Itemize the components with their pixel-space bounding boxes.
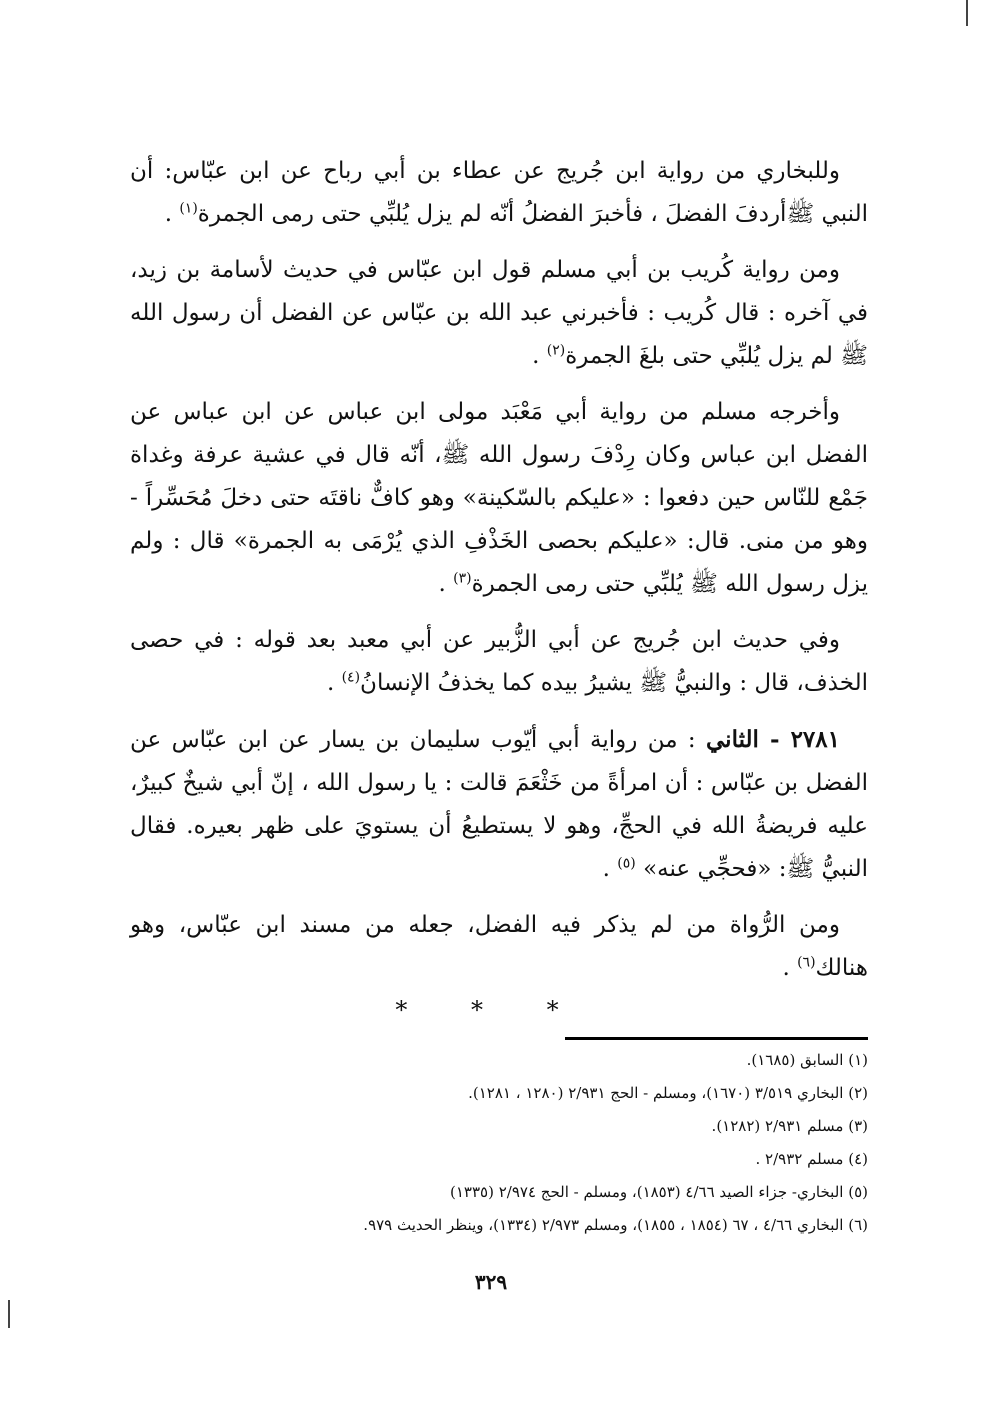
paragraph-end: . xyxy=(164,201,180,227)
scan-artifact-top xyxy=(966,0,968,26)
paragraph-text: وللبخاري من رواية ابن جُريج عن عطاء بن أبي رباح عن ابن عبّاس: أن النبي ﷺأردفَ الفضلَ ، فأخبرَ الفضلُ أنّه لم يزل يُلبِّي حتى رمى الجمرة xyxy=(130,158,868,227)
footnote-ref-6: (٦) xyxy=(797,954,816,971)
footnote-ref-4: (٤) xyxy=(341,669,361,686)
paragraph-end: . xyxy=(532,343,547,369)
paragraph-end: . xyxy=(326,670,342,696)
paragraph-bukhari-ibn-jurayj xyxy=(130,150,868,236)
main-text xyxy=(130,150,868,1003)
footnote-ref-2: (٢) xyxy=(546,342,566,359)
footnote-1: (١) السابق (١٦٨٥). xyxy=(746,1051,868,1069)
footnote-ref-5: (٥) xyxy=(617,855,636,872)
hadith-end: . xyxy=(602,856,618,882)
page-number: ٣٢٩ xyxy=(474,1270,508,1294)
paragraph-text: ومن رواية كُريب بن أبي مسلم قول ابن عبّاس في حديث لأسامة بن زيد، في آخره : قال كُريب : فأخبرني عبد الله بن عبّاس عن الفضل أن رسول الله ﷺ لم يزل يُلبِّي حتى بلغَ الجمرة xyxy=(130,257,868,369)
hadith-text: : من رواية أبي أيّوب سليمان بن يسار عن ابن عبّاس عن الفضل بن عبّاس : أن امرأةً من خَثْعَمَ قالت : يا رسول الله ، إنّ أبي شيخٌ كبيرٌ، عليه فريضةُ الله في الحجِّ، وهو لا يستطيعُ أن يستويَ على ظهر بعيره. فقال النبيُّ ﷺ: «فحجِّي عنه» xyxy=(130,727,868,882)
footnote-ref-1: (١) xyxy=(179,200,198,217)
paragraph-end: . xyxy=(782,955,798,981)
footnotes xyxy=(130,1044,868,1242)
scan-artifact-left xyxy=(8,1300,10,1328)
footnote-ref-3: (٣) xyxy=(453,570,472,587)
footnote-4: (٤) مسلم ٢/٩٣٢ . xyxy=(755,1150,868,1168)
paragraph-kurayb xyxy=(130,249,868,378)
footnote-2: (٢) البخاري ٣/٥١٩ (١٦٧٠)، ومسلم - الحج ٢/٩٣١ (١٢٨٠ ، ١٢٨١). xyxy=(468,1084,868,1102)
paragraph-closing xyxy=(130,904,868,990)
footnote-5: (٥) البخاري- جزاء الصيد ٤/٦٦ (١٨٥٣)، ومسلم - الحج ٢/٩٧٤ (١٣٣٥) xyxy=(450,1183,868,1201)
paragraph-muslim-abi-mabad xyxy=(130,391,868,606)
footnote-divider xyxy=(565,1037,868,1040)
hadith-2781 xyxy=(130,718,868,891)
section-separator: * * * xyxy=(395,996,587,1024)
paragraph-end: . xyxy=(438,571,454,597)
hadith-number: ٢٧٨١ - الثاني xyxy=(706,726,840,753)
paragraph-abi-zubayr xyxy=(130,619,868,705)
paragraph-text: وفي حديث ابن جُريج عن أبي الزُّبير عن أبي معبد بعد قوله : في حصى الخذف، قال : والنبيُّ ﷺ يشيرُ بيده كما يخذفُ الإنسانُ xyxy=(130,627,868,696)
footnote-3: (٣) مسلم ٢/٩٣١ (١٢٨٢). xyxy=(711,1117,868,1135)
paragraph-text: ومن الرُّواة من لم يذكر فيه الفضل، جعله من مسند ابن عبّاس، وهو هنالك xyxy=(130,912,868,981)
footnote-6: (٦) البخاري ٤/٦٦ ، ٦٧ (١٨٥٤ ، ١٨٥٥)، ومسلم ٢/٩٧٣ (١٣٣٤)، وينظر الحديث ٩٧٩. xyxy=(363,1216,868,1234)
paragraph-text: وأخرجه مسلم من رواية أبي مَعْبَد مولى ابن عباس عن ابن عباس عن الفضل ابن عباس وكان رِدْفَ رسول الله ﷺ، أنّه قال في عشية عرفة وغداة جَمْع للنّاس حين دفعوا : «عليكم بالسّكينة» وهو كافٌّ ناقتَه حتى دخلَ مُحَسِّراً - وهو من منى. قال: «عليكم بحصى الخَذْفِ الذي يُرْمَى به الجمرة» قال : ولم يزل رسول الله ﷺ يُلبِّي حتى رمى الجمرة xyxy=(130,399,868,597)
